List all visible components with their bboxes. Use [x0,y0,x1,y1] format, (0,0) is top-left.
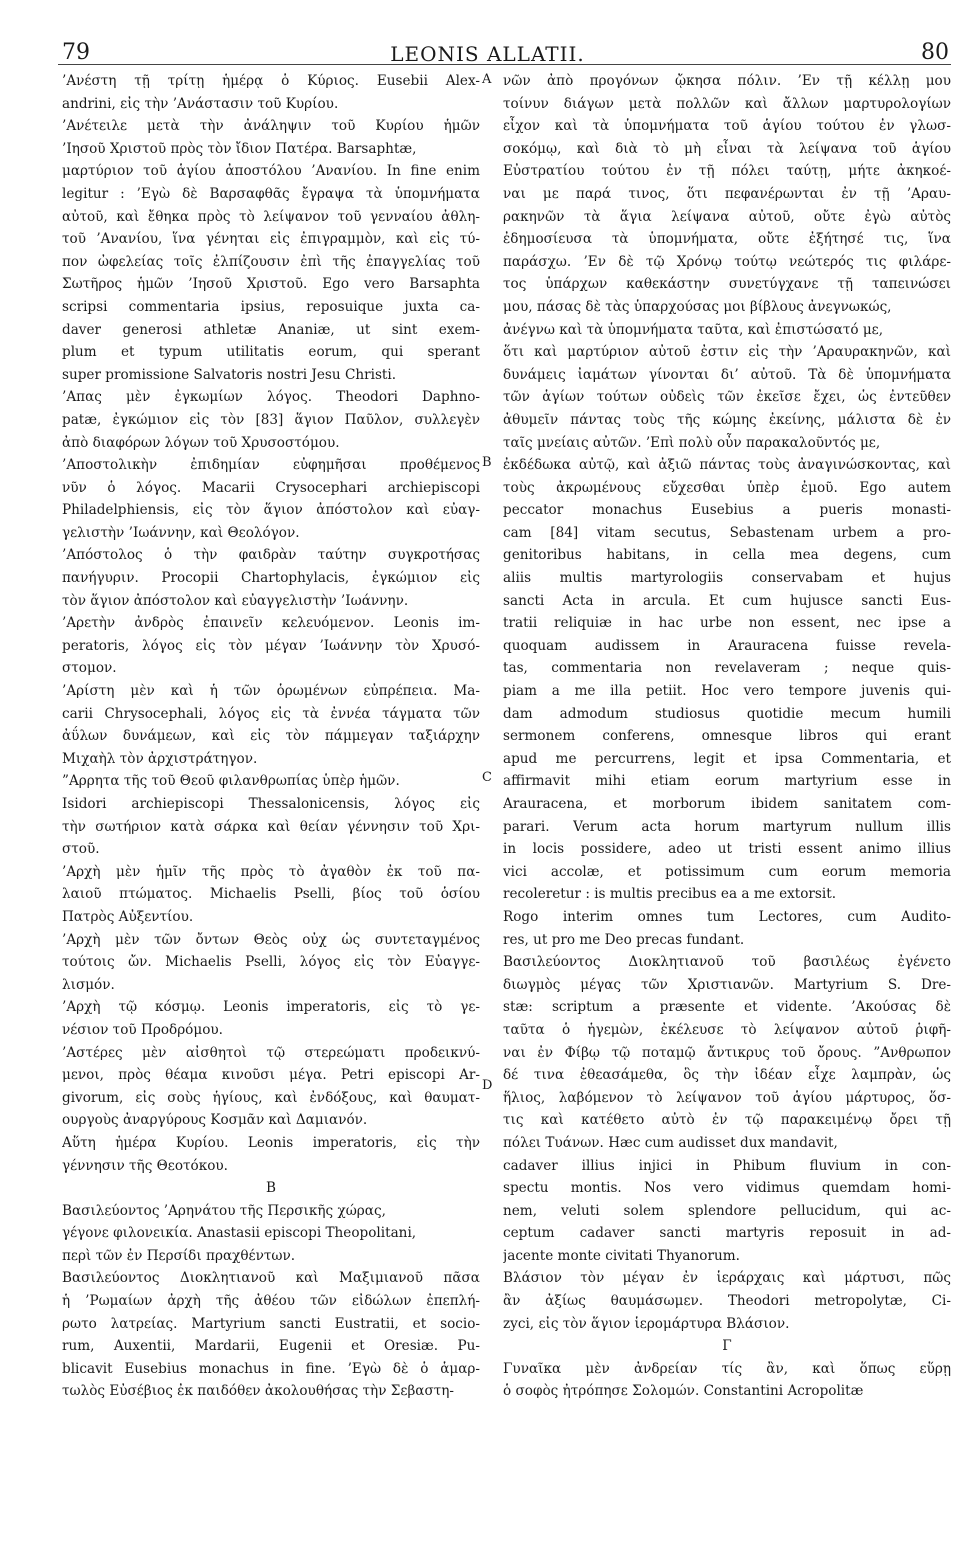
left-column-line: ’Ανέστη τῇ τρίτῃ ἡμέρᾳ ὁ Κύριος. Eusebii Alex- [62,73,480,89]
right-column-line: Βλάσιον τὸν μέγαν ἐν ἱεράρχαις καὶ μάρτυσι, πῶς [503,1270,951,1287]
right-column-line: Arauracena, et morborum ibidem sanitatem com- [503,796,951,812]
right-column-line: διωγμὸς μέγας τῶν Χριστιανῶν. Martyrium S. Dre- [503,976,951,993]
left-column-line: στομον. [62,660,117,677]
left-column-line: Αὕτη ἡμέρα Κυρίου. Leonis imperatoris, εἰς τὴν [62,1134,480,1151]
right-column-line: aliis multis martyrologiis conservabam et hujus [503,570,951,587]
right-column-line: Rogo interim omnes tum Lectores, cum Audito- [503,908,951,925]
right-column-line: νῶν ἀπὸ προγόνων ᾤκησα πόλιν. ’Εν τῇ κέλλῃ μου [503,73,951,89]
right-column-line: εἶχον καὶ τὰ ὑπομνήματα τοῦ ἁγίου τούτου ἐν γλωσ- [503,118,951,135]
left-column-line: Πατρὸς Αὐξεντίου. [62,908,194,925]
left-column-line: λισμόν. [62,976,115,993]
right-column-line: τοίνυν διάγων μετὰ πολλῶν καὶ ἄλλων μαρτυρολογίων [503,95,951,112]
left-column-line: B [266,1180,276,1197]
left-column-line: ἀΰλων δυνάμεων, καὶ εἰς τὸν πάμμεγαν ταξιάρχην [62,728,480,745]
left-column-line: λαιοῦ πτώματος. Michaelis Pselli, βίος τοῦ ὁσίου [62,886,480,903]
left-column-line: daver generosi athletæ Ananiæ, ut sint exem- [62,321,480,338]
left-column-line: γέγονε φιλονεικία. Anastasii episcopi Theopolitani, [62,1225,417,1242]
right-column-line: peccator monachus Eusebius a pueris monasti- [503,502,951,519]
left-column-line: ’Αρχὴ μὲν ἡμῖν τῆς πρὸς τὸ ἀγαθὸν ἐκ τοῦ πα- [62,863,480,880]
right-column-line: τις καὶ κατέθετο αὐτὸ ἐν τῷ παρακειμένῳ ὄρει τῇ [503,1112,951,1129]
right-column-line: parari. Verum acta horum martyrum nullum illis [503,818,951,835]
right-column-line: ναι με παρά τινος, ὅτι πεφανέρωνται ἐν τῇ ’Αραυ- [503,185,951,202]
left-column-line: ’Αρχὴ μὲν τῶν ὄντων Θεὸς οὐχ ὡς συντεταγμένος [62,931,480,948]
left-column-line: ’Αρίστη μὲν καὶ ἡ τῶν ὁρωμένων εὐπρέπεια. Ma- [62,683,480,700]
right-column-line: τῶν ἁγίων τούτων οὐδεὶς τῶν ἐκεῖσε ἔχει, ὡς ἐντεῦθεν [503,389,951,406]
left-column-line: ’Απόστολος ὁ τὴν φαιδρὰν ταύτην συγκροτήσας [62,547,480,564]
right-column-line: cam [84] vitam secutus, Sebastenam urbem a pro- [503,524,951,541]
left-column-line: τοῦ ’Ανανίου, ἵνα γένηται εἰς ἐπιγραμμὸν, καὶ εἰς τύ- [62,231,480,248]
left-column-line: νέσιον τοῦ Προδρόμου. [62,1021,223,1038]
right-column-line: vici accolæ, et potissimum cum eorum memoria [503,863,951,880]
margin-letter-c: C [482,770,492,785]
right-column-line: sermonem conferens, omnesque libros qui erant [503,728,951,745]
right-column-line: stæ: scriptum a præsente et vidente. ’Ακούσας δὲ [503,999,951,1016]
right-column-line: piam a me illa petiit. Hoc vero tempore juvenis qui- [503,683,951,700]
right-column-line: nem, veluti solem splendore pellucidum, qui ac- [503,1202,951,1219]
right-column-line: spectu montis. Nos vero vidimus quemdam homi- [503,1180,951,1197]
right-column-line: δυνάμεις ἰαμάτων γίνονται δι’ αὐτοῦ. Τὰ δὲ ὑπομνήματα [503,366,951,383]
right-column-line: τοὺς ἀκρωμένους εὔχεσθαι ὑπὲρ ἐμοῦ. Ego autem [503,479,951,496]
left-column-line: Μιχαὴλ τὸν ἀρχιστράτηγον. [62,750,258,767]
right-column-line: ταῦτα ὁ ἡγεμὼν, ἐκέλευσε τὸ λείψανον αὐτοῦ ῥιφῆ- [503,1021,951,1038]
left-column-line: Philadelphiensis, εἰς τὸν ἅγιον ἀπόστολον καὶ εὐαγ- [62,502,480,519]
left-column-line: νῦν ὁ λόγος. Macarii Crysocephari archiepiscopi [62,479,480,496]
left-column-line: Βασιλεύοντος ’Αρηνάτου τῆς Περσικῆς χώρας, [62,1202,386,1219]
margin-letter-d: D [482,1078,493,1093]
left-column-line: andrini, εἰς τὴν ’Ανάστασιν τοῦ Κυρίου. [62,95,339,112]
right-column-line: genitoribus habitans, in cella mea degens, cum [503,547,951,564]
left-column-line: ’Ανέτειλε μετὰ τὴν ἀνάληψιν τοῦ Κυρίου ἡμῶν [62,118,480,135]
left-column-line: ἀπὸ διαφόρων λόγων τοῦ Χρυσοστόμου. [62,434,340,451]
left-column-line: ’Αστέρες μὲν αἰσθητοὶ τῷ στερεώματι προδεικνύ- [62,1044,480,1061]
left-column-line: ”Αρρητα τῆς τοῦ Θεοῦ φιλανθρωπίας ὑπὲρ ἡμῶν. [62,773,400,790]
right-column-line: tas, commentaria non revelaveram ; neque quis- [503,660,951,677]
left-column-line: γέννησιν τῆς Θεοτόκου. [62,1157,228,1174]
right-column-line: res, ut pro me Deo precas fundant. [503,931,745,948]
left-column-line: Σωτῆρος ἡμῶν ’Ιησοῦ Χριστοῦ. Ego vero Barsaphta [62,276,480,293]
right-column-line: affirmavit mihi etiam eorum martyrium esse in [503,773,951,790]
right-column-line: quoquam audissem in Arauracena fuisse revela- [503,637,951,654]
right-column-line: ναι ἐν Φίβῳ τῷ ποταμῷ ἄντικρυς τοῦ ὄρους. ”Ανθρωπον [503,1044,951,1061]
right-column-line: παράσχω. ’Εν δὲ τῷ Χρόνῳ τούτῳ νεώτερός τις φιλάρε- [503,253,951,270]
left-column-line: blicavit Eusebius monachus in fine. ’Εγὼ δὲ ὁ ἁμαρ- [62,1360,480,1377]
left-column-line: μαρτύριον τοῦ ἁγίου ἀποστόλου ’Ανανίου. In fine enim [62,163,480,180]
left-column-line: ’Αρετὴν ἀνδρὸς ἐπαινεῖν κελευόμενον. Leonis im- [62,615,480,632]
left-column-line: μενοι, πρὸς θέαμα κινοῦσι μέγα. Petri episcopi Ar- [62,1067,480,1084]
right-column-line: πόλει Τυάνων. Hæc cum audisset dux mandavit, [503,1134,838,1151]
left-column-line: Isidori archiepiscopi Thessalonicensis, λόγος εἰς [62,796,480,812]
left-column [62,70,480,1403]
left-column-line: patæ, ἐγκώμιον εἰς τὸν [83] ἅγιον Παῦλον, συλλεγὲν [62,411,480,428]
right-column-line: τος ὑπάρχων καθεκάστην συνετύγχανε τῇ ταπεινώσει [503,276,951,293]
header-rule [58,64,951,65]
right-column-line: in locis possidere, adeo ut tristi essent animo illius [503,841,951,858]
left-column-line: αὐτοῦ, καὶ ἔθηκα πρὸς τὸ λείψανον τοῦ γενναίου ἀθλη- [62,208,480,225]
left-column-line: τούτοις ὤν. Michaelis Pselli, λόγος εἰς τὸν Εὐαγγε- [62,954,480,971]
right-column-line: ἥλιος, λαβόμενον τὸ λείψανον τοῦ ἁγίου μάρτυρος, ὅσ- [503,1089,951,1106]
left-column-line: πον ὠφελείας τοῖς ἐλπίζουσιν ἐπὶ τῆς ἐπαγγελίας τοῦ [62,253,480,270]
right-column-line: ρακηνῶν τὰ ἅγια λείψανα αὐτοῦ, οὔτε ἐγὼ αὐτὸς [503,208,951,225]
left-column-line: τωλὸς Εὐσέβιος ἐκ παιδόθεν ἀκολουθήσας τὴν Σεβαστη- [62,1383,455,1400]
left-column-line: γελιστὴν ’Ιωάννην, καὶ Θεολόγον. [62,524,300,541]
right-column-line: sancti Acta in arcula. Et cum hujusce sancti Eus- [503,592,951,609]
right-column-line: apud me percurrens, legit et ipsa Commentaria, et [503,750,951,767]
page-number-right: 80 [921,40,949,65]
left-column-line: carii Chrysocephali, λόγος εἰς τὰ ἐννέα τάγματα τῶν [62,705,480,722]
right-column-line: Γ [722,1338,732,1355]
left-column-line: στοῦ. [62,841,100,858]
left-column-line: ’Αποστολικὴν ἐπιδημίαν εὐφημῆσαι προθέμενος [62,457,480,474]
right-column-line: σοκόμῳ, καὶ διὰ τὸ μὴ εἶναι τὰ λείψανα τοῦ ἁγίου [503,140,951,157]
left-column-line: ’Ιησοῦ Χριστοῦ πρὸς τὸν ἴδιον Πατέρα. Barsaphtæ, [62,140,417,157]
right-column-line: μου, πάσας δὲ τὰς ὑπαρχούσας μοι βίβλους ἀνεγνωκώς, [503,298,892,315]
left-column-line: peratoris, λόγος εἰς τὸν μέγαν ’Ιωάννην τὸν Χρυσό- [62,637,480,654]
left-column-line: ’Απας μὲν ἐγκωμίων λόγος. Theodori Daphno- [62,389,480,406]
left-column-line: super promissione Salvatoris nostri Jesu Christi. [62,366,397,383]
left-column-line: plum et typum utilitatis eorum, qui sperant [62,344,480,361]
page-number-left: 79 [62,40,90,65]
running-title: LEONIS ALLATII. [390,42,585,66]
margin-letter-a: A [482,72,492,87]
right-column-line: ἂν ἀξίως θαυμάσωμεν. Theodori metropolytæ, Ci- [503,1293,951,1310]
left-column-line: legitur : ’Εγὼ δὲ Βαρσαφθᾶς ἔγραψα τὰ ὑπομνήματα [62,185,480,202]
right-column-line: ὁ σοφὸς ἠτρόπησε Σολομών. Constantini Acropolitæ [503,1383,864,1400]
right-column-line: recoleretur : is multis precibus ea a me extorsit. [503,886,837,903]
left-column-line: περὶ τῶν ἐν Περσίδι πραχθέντων. [62,1247,296,1264]
right-column-line: ἐδημοσίευσα τὰ ὑπομνήματα, οὔτε ἐξήτησέ τις, ἵνα [503,231,951,248]
right-column-line: cadaver illius injici in Phibum fluvium in con- [503,1157,951,1174]
left-column-line: Βασιλεύοντος Διοκλητιανοῦ καὶ Μαξιμιανοῦ πᾶσα [62,1270,480,1287]
right-column-line: ἀθυμεῖν πάντας τοὺς τῆς κώμης ἐκείνης, μάλιστα δὲ ἐν [503,411,951,428]
left-column-line: τὴν σωτήριον κατὰ σάρκα καὶ θείαν γέννησιν τοῦ Χρι- [62,818,480,835]
left-column-line: τὸν ἅγιον ἀπόστολον καὶ εὐαγγελιστὴν ’Ιωάννην. [62,592,409,609]
left-column-line: scripsi commentaria ipsius, reposuique juxta ca- [62,298,480,315]
right-column-line: dam admodum studiosus quotidie mecum humili [503,705,951,722]
right-column-line: ἐκδέδωκα αὐτῷ, καὶ ἀξιῶ πάντας τοὺς ἀναγινώσκοντας, καὶ [503,457,951,474]
right-column-line: δέ τινα ἐθεασάμεθα, ὃς τὴν ἰδέαν εἶχε λαμπρὰν, ὡς [503,1067,951,1084]
right-column-line: ἀνέγνω καὶ τὰ ὑπομνήματα ταῦτα, καὶ ἐπιστώσατό με, [503,321,884,338]
right-column-line: jacente monte civitati Thyanorum. [503,1247,740,1264]
left-column-line: πανήγυριν. Procopii Chartophylacis, ἐγκώμιον εἰς [62,570,480,587]
left-column-line: givorum, εἰς σοὺς ἡγίους, καὶ ἐνδόξους, καὶ θαυματ- [62,1089,480,1106]
right-column-line: Εὐστρατίου τούτου ἐν τῇ πόλει ταύτῃ, μήτε ἀκηκοέ- [503,163,951,180]
left-column-line: ἡ ’Ρωμαίων ἀρχὴ τῆς ἀθέου τῶν εἰδώλων ἐπεπλή- [62,1293,480,1310]
page-header [0,0,975,66]
left-column-line: ’Αρχὴ τῷ κόσμῳ. Leonis imperatoris, εἰς τὸ γε- [62,999,480,1016]
right-column-line: ταῖς μνείαις αὐτῶν. ’Επὶ πολὺ οὖν παρακαλοῦντός με, [503,434,881,451]
right-column-line: tratii reliquiæ in hac urbe non essent, nec ipse a [503,615,951,632]
left-column-line: ρωτο λατρείας. Martyrium sancti Eustratii, et socio- [62,1315,480,1332]
right-column-line: ὅτι καὶ μαρτύριον αὐτοῦ ἐστιν εἰς τὴν ’Αραυρακηνῶν, καὶ [503,344,951,361]
right-column [503,70,951,1403]
right-column-line: zyci, εἰς τὸν ἅγιον ἱερομάρτυρα Βλάσιον. [503,1315,790,1332]
margin-letter-b: B [482,455,492,470]
right-column-line: ceptum cadaver sancti martyris reposuit in ad- [503,1225,951,1242]
left-column-line: ουργοὺς ἀναργύρους Κοσμᾶν καὶ Δαμιανόν. [62,1112,368,1129]
left-column-line: rum, Auxentii, Mardarii, Eugenii et Oresiæ. Pu- [62,1338,480,1355]
right-column-line: Βασιλεύοντος Διοκλητιανοῦ τοῦ βασιλέως ἐγένετο [503,954,951,971]
right-column-line: Γυναῖκα μὲν ἀνδρείαν τίς ἂν, καὶ ὅπως εὕρῃ [503,1360,951,1377]
